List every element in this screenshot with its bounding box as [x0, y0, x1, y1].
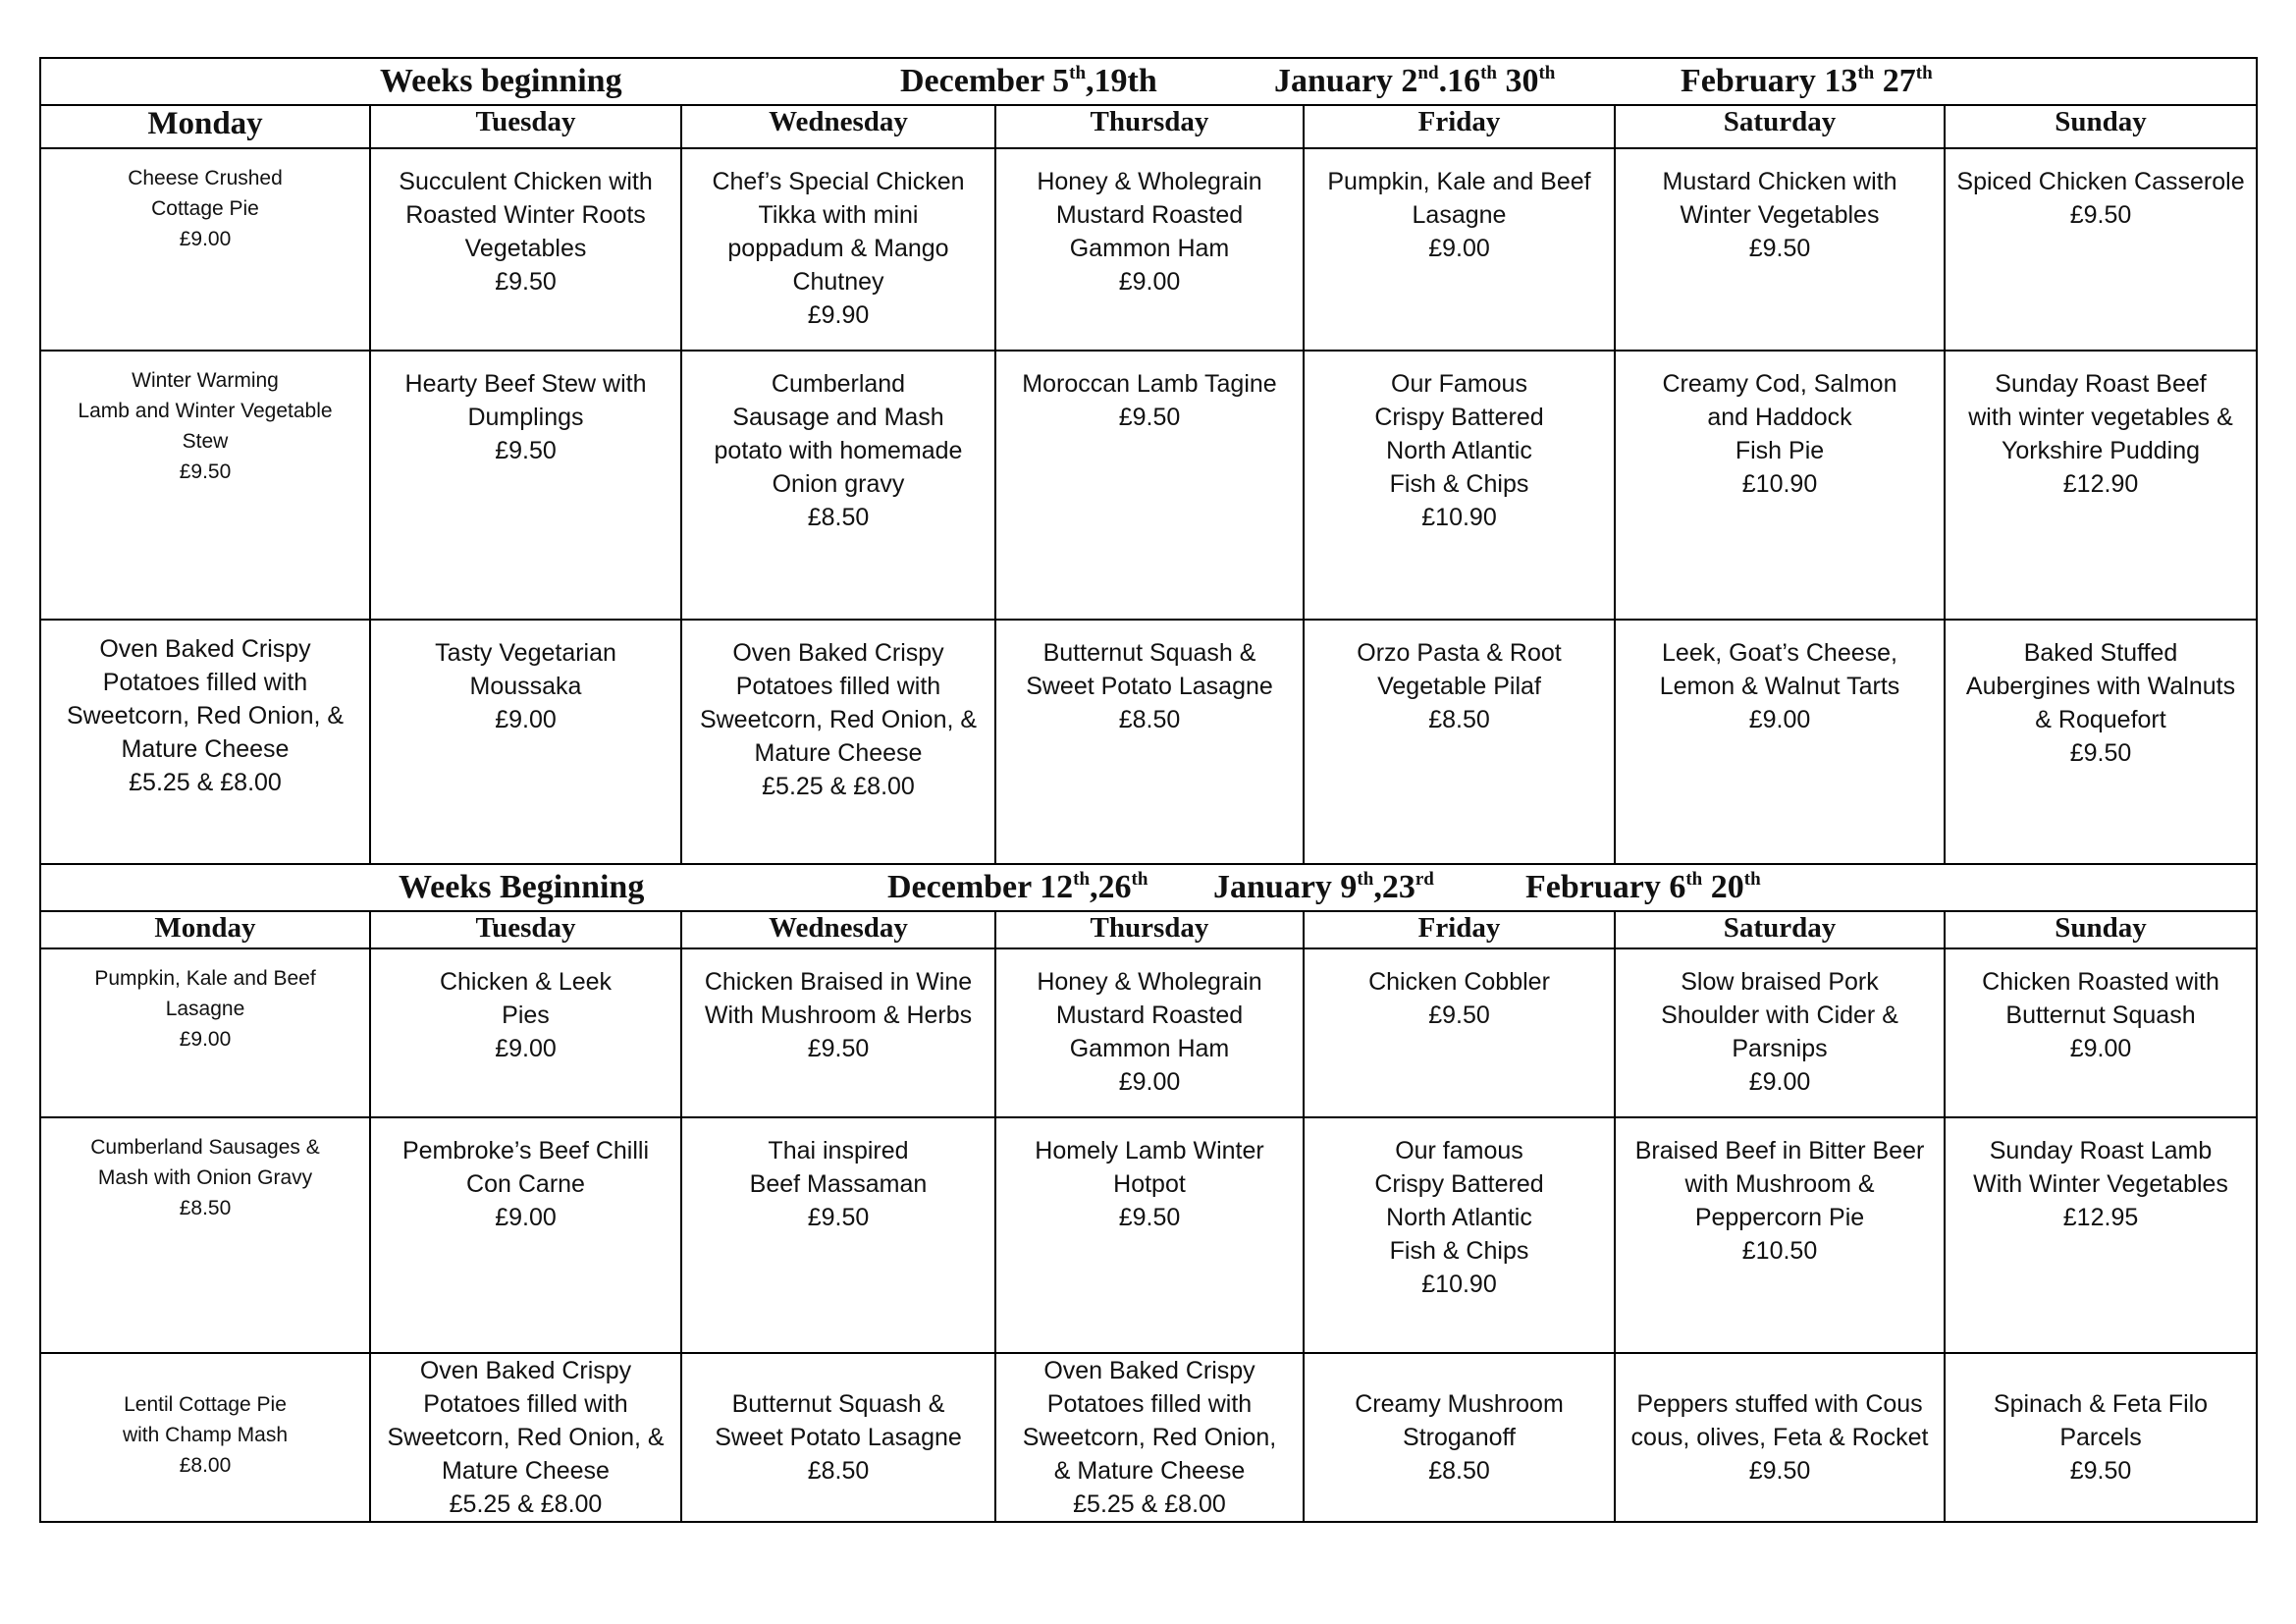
day-header: Wednesday [681, 105, 995, 148]
dish-price: £5.25 & £8.00 [449, 1490, 603, 1518]
dish-name: Baked Stuffed Aubergines with Walnuts & Roquefort [1965, 639, 2236, 733]
dish-price: £10.90 [1421, 1271, 1497, 1298]
day-header: Tuesday [370, 105, 681, 148]
dish-price: £8.50 [179, 1197, 232, 1219]
menu-cell [1304, 148, 1615, 351]
dish-name: Homely Lamb Winter Hotpot [1035, 1137, 1264, 1198]
dish-price: £9.50 [2069, 739, 2132, 767]
dish-price: £9.00 [495, 706, 557, 733]
menu-cell [995, 948, 1304, 1117]
dish-price: £9.00 [2069, 1035, 2132, 1062]
banner-february: February 13th 27th [1681, 63, 1933, 99]
menu-cell [1945, 1117, 2257, 1353]
menu-cell [995, 148, 1304, 351]
menu-cell [1615, 948, 1945, 1117]
menu-cell [681, 148, 995, 351]
dish-price: £9.00 [1118, 268, 1181, 296]
dish-name: Chicken Roasted with Butternut Squash [1982, 968, 2219, 1029]
menu-cell [370, 1353, 681, 1522]
menu-cell [40, 1353, 370, 1522]
day-header: Wednesday [681, 911, 995, 948]
day-header: Thursday [995, 105, 1304, 148]
dish-name: Peppers stuffed with Cous cous, olives, Feta & Rocket [1630, 1390, 1929, 1451]
day-header: Friday [1304, 911, 1615, 948]
menu-cell [995, 1353, 1304, 1522]
menu-row [40, 948, 2257, 1117]
dish-price: £8.50 [807, 504, 870, 531]
dish-name: Honey & Wholegrain Mustard Roasted Gammon Ham [1037, 168, 1262, 262]
menu-row [40, 620, 2257, 864]
menu-cell [40, 948, 370, 1117]
weeks-banner-1 [40, 58, 2257, 105]
dish-price: £5.25 & £8.00 [762, 773, 915, 800]
dish-price: £9.50 [2069, 201, 2132, 229]
menu-cell [995, 351, 1304, 620]
banner-december: December 12th,26th [887, 869, 1148, 905]
dish-name: Creamy Mushroom Stroganoff [1355, 1390, 1564, 1451]
menu-cell [40, 148, 370, 351]
dish-name: Mustard Chicken with Winter Vegetables [1662, 168, 1897, 229]
menu-row [40, 1117, 2257, 1353]
dish-price: £9.00 [179, 1028, 232, 1051]
dish-name: Thai inspired Beef Massaman [749, 1137, 928, 1198]
dish-price: £12.95 [2062, 1204, 2139, 1231]
banner-title: Weeks beginning [380, 63, 622, 99]
dish-price: £9.00 [179, 228, 232, 250]
menu-cell [1945, 948, 2257, 1117]
menu-cell [1615, 148, 1945, 351]
dish-name: Braised Beef in Bitter Beer with Mushroom & Peppercorn Pie [1634, 1137, 1925, 1231]
menu-cell [1945, 620, 2257, 864]
day-header: Tuesday [370, 911, 681, 948]
menu-cell [370, 620, 681, 864]
day-header: Monday [40, 105, 370, 148]
menu-cell [370, 351, 681, 620]
day-header: Sunday [1945, 911, 2257, 948]
dish-name: Pembroke’s Beef Chilli Con Carne [401, 1137, 650, 1198]
banner-january: January 2nd.16th 30th [1274, 63, 1556, 99]
dish-name: Oven Baked Crispy Potatoes filled with Sweetcorn, Red Onion, & Mature Cheese [66, 635, 345, 763]
menu-cell [1615, 1353, 1945, 1522]
dish-price: £9.00 [1428, 235, 1490, 262]
dish-price: £9.00 [495, 1035, 557, 1062]
menu-row [40, 1353, 2257, 1522]
dish-price: £9.50 [1118, 1204, 1181, 1231]
menu-cell [1304, 351, 1615, 620]
dish-price: £12.90 [2062, 470, 2139, 498]
dish-price: £8.50 [807, 1457, 870, 1485]
dish-name: Our Famous Crispy Battered North Atlantic Fish & Chips [1374, 370, 1544, 498]
dish-name: Oven Baked Crispy Potatoes filled with Sweetcorn, Red Onion, & Mature Cheese [387, 1357, 665, 1485]
menu-cell [370, 1117, 681, 1353]
day-header: Sunday [1945, 105, 2257, 148]
menu-cell [1615, 620, 1945, 864]
menu-cell [370, 148, 681, 351]
day-header: Saturday [1615, 911, 1945, 948]
dish-name: Sunday Roast Beef with winter vegetables & Yorkshire Pudding [1968, 370, 2233, 464]
dish-name: Butternut Squash & Sweet Potato Lasagne [1026, 639, 1273, 700]
dish-price: £9.50 [807, 1204, 870, 1231]
banner-december: December 5th,19th [900, 63, 1157, 99]
menu-cell [681, 1353, 995, 1522]
dish-name: Orzo Pasta & Root Vegetable Pilaf [1357, 639, 1562, 700]
menu-cell [681, 948, 995, 1117]
menu-cell [1304, 620, 1615, 864]
dish-price: £9.00 [1748, 706, 1811, 733]
day-header: Saturday [1615, 105, 1945, 148]
menu-cell [1615, 1117, 1945, 1353]
dish-price: £9.00 [495, 1204, 557, 1231]
dish-name: Tasty Vegetarian Moussaka [435, 639, 616, 700]
dish-name: Cumberland Sausage and Mash potato with homemade Onion gravy [714, 370, 963, 498]
dish-price: £9.50 [179, 460, 232, 483]
dish-name: Creamy Cod, Salmon and Haddock Fish Pie [1662, 370, 1897, 464]
banner-january: January 9th,23rd [1213, 869, 1434, 905]
menu-cell [995, 620, 1304, 864]
dish-price: £10.50 [1741, 1237, 1818, 1265]
banner-february: February 6th 20th [1525, 869, 1761, 905]
menu-cell [681, 620, 995, 864]
banner-title: Weeks Beginning [399, 869, 645, 905]
day-header-row-2 [40, 911, 2257, 948]
dish-price: £10.90 [1421, 504, 1497, 531]
dish-price: £5.25 & £8.00 [1073, 1490, 1226, 1518]
menu-cell [40, 620, 370, 864]
dish-price: £8.00 [179, 1454, 232, 1477]
dish-price: £9.50 [1748, 235, 1811, 262]
day-header-row-1 [40, 105, 2257, 148]
dish-name: Succulent Chicken with Roasted Winter Roots Vegetables [399, 168, 653, 262]
dish-name: Spinach & Feta Filo Parcels [1993, 1390, 2209, 1451]
dish-price: £9.00 [1118, 1068, 1181, 1096]
dish-name: Chicken Cobbler [1368, 968, 1550, 996]
menu-cell [40, 1117, 370, 1353]
dish-name: Slow braised Pork Shoulder with Cider & Parsnips [1661, 968, 1898, 1062]
weeks-banner-2 [40, 864, 2257, 911]
dish-price: £9.50 [495, 268, 557, 296]
dish-name: Cheese Crushed Cottage Pie [128, 167, 283, 220]
dish-price: £9.50 [807, 1035, 870, 1062]
dish-name: Moroccan Lamb Tagine [1022, 370, 1277, 398]
dish-name: Honey & Wholegrain Mustard Roasted Gammon Ham [1037, 968, 1262, 1062]
menu-cell [1304, 1353, 1615, 1522]
menu-cell [1304, 948, 1615, 1117]
dish-price: £10.90 [1741, 470, 1818, 498]
dish-name: Sunday Roast Lamb With Winter Vegetables [1973, 1137, 2228, 1198]
dish-name: Leek, Goat’s Cheese, Lemon & Walnut Tarts [1659, 639, 1900, 700]
menu-table [39, 57, 2258, 1523]
dish-name: Spiced Chicken Casserole [1956, 168, 2245, 195]
dish-name: Lentil Cottage Pie with Champ Mash [122, 1393, 289, 1446]
dish-price: £8.50 [1428, 706, 1490, 733]
dish-price: £9.50 [1428, 1001, 1490, 1029]
day-header: Monday [40, 911, 370, 948]
dish-name: Hearty Beef Stew with Dumplings [404, 370, 647, 431]
menu-cell [681, 1117, 995, 1353]
dish-name: Cumberland Sausages & Mash with Onion Gravy [90, 1136, 320, 1189]
dish-name: Winter Warming Lamb and Winter Vegetable Stew [78, 369, 333, 453]
dish-price: £9.50 [1118, 404, 1181, 431]
dish-price: £9.90 [807, 301, 870, 329]
dish-name: Chef’s Special Chicken Tikka with mini poppadum & Mango Chutney [712, 168, 965, 296]
menu-cell [1945, 1353, 2257, 1522]
menu-cell [995, 1117, 1304, 1353]
dish-price: £9.50 [495, 437, 557, 464]
menu-cell [1945, 351, 2257, 620]
menu-row [40, 351, 2257, 620]
dish-name: Our famous Crispy Battered North Atlantic Fish & Chips [1374, 1137, 1544, 1265]
dish-price: £8.50 [1118, 706, 1181, 733]
dish-name: Oven Baked Crispy Potatoes filled with Sweetcorn, Red Onion, & Mature Cheese [699, 639, 978, 767]
menu-row [40, 148, 2257, 351]
dish-name: Pumpkin, Kale and Beef Lasagne [94, 967, 316, 1020]
dish-price: £8.50 [1428, 1457, 1490, 1485]
menu-cell [1945, 148, 2257, 351]
dish-price: £9.50 [2069, 1457, 2132, 1485]
dish-name: Chicken Braised in Wine With Mushroom & Herbs [704, 968, 973, 1029]
dish-price: £9.00 [1748, 1068, 1811, 1096]
menu-cell [681, 351, 995, 620]
menu-cell [370, 948, 681, 1117]
day-header: Friday [1304, 105, 1615, 148]
dish-price: £9.50 [1748, 1457, 1811, 1485]
dish-name: Pumpkin, Kale and Beef Lasagne [1327, 168, 1591, 229]
dish-name: Chicken & Leek Pies [439, 968, 613, 1029]
dish-name: Oven Baked Crispy Potatoes filled with Sweetcorn, Red Onion, & Mature Cheese [1022, 1357, 1277, 1485]
menu-cell [40, 351, 370, 620]
menu-cell [1304, 1117, 1615, 1353]
dish-price: £5.25 & £8.00 [129, 769, 282, 796]
menu-cell [1615, 351, 1945, 620]
dish-name: Butternut Squash & Sweet Potato Lasagne [715, 1390, 962, 1451]
day-header: Thursday [995, 911, 1304, 948]
